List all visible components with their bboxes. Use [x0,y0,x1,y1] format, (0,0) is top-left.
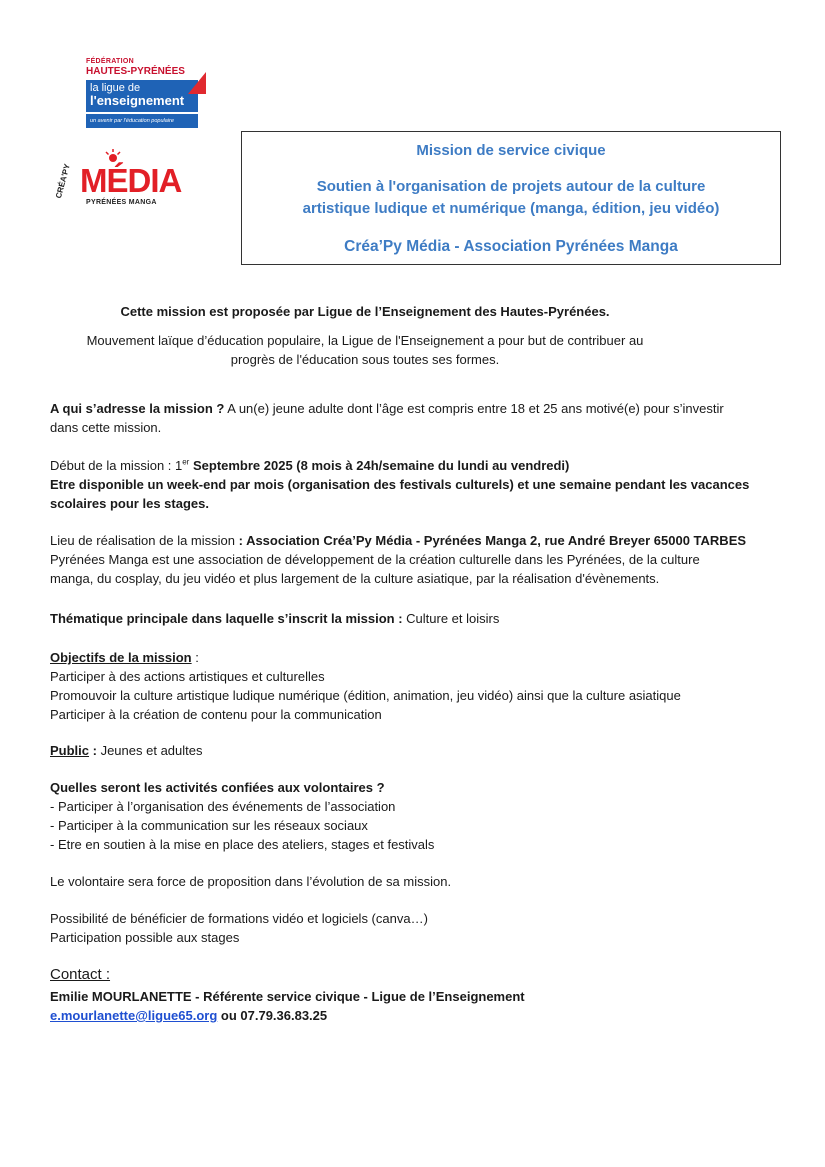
start-date: Septembre 2025 (8 mois à 24h/semaine du lundi au vendredi) [189,458,570,473]
public-paragraph [50,741,778,760]
activities-section [50,778,778,854]
activity-item: - Participer à la communication sur les réseaux sociaux [50,818,368,833]
trainings-line2: Participation possible aux stages [50,930,240,945]
proposed-by: Cette mission est proposée par Ligue de l’Enseignement des Hautes-Pyrénées. [120,304,610,319]
location-value: : Association Créa’Py Média - Pyrénées Manga 2, rue André Breyer 65000 TARBES [238,533,747,548]
contact-person: Emilie MOURLANETTE - Référente service civique - Ligue de l’Enseignement [50,989,525,1004]
logo-crea-vertical: CRÉA'PY [54,162,72,200]
objective-item: Participer à la création de contenu pour la communication [50,707,382,722]
public-value: Jeunes et adultes [96,743,203,758]
logo-ligue-line2: l'enseignement [90,93,185,108]
movement-line1: Mouvement laïque d’éducation populaire, la Ligue de l'Enseignement a pour but de contribuer au [86,333,644,348]
theme-paragraph [50,609,778,628]
contact-phone: ou 07.79.36.83.25 [217,1008,328,1023]
mission-subtitle-line1: Soutien à l'organisation de projets autour de la culture [316,178,706,195]
theme-label: Thématique principale dans laquelle s’inscrit la mission : [50,611,407,626]
trainings-paragraph [50,909,778,947]
activities-label: Quelles seront les activités confiées aux volontaires ? [50,780,385,795]
logo-ligue-box [86,80,198,112]
mission-header-box [241,131,781,265]
logo-media-sub: PYRÉNÉES MANGA [86,199,157,206]
spark-icon [104,149,122,163]
contact-email-link[interactable]: e.mourlanette@ligue65.org [50,1008,218,1023]
availability-line2: scolaires pour les stages. [50,496,209,511]
availability-line1: Etre disponible un week-end par mois (organisation des festivals culturels) et une semaine pendant les vacances [50,477,750,492]
trainings-line1: Possibilité de bénéficier de formations vidéo et logiciels (canva…) [50,911,428,926]
activity-item: - Etre en soutien à la mise en place des ateliers, stages et festivals [50,837,435,852]
location-desc-line1: Pyrénées Manga est une association de développement de la création culturelle dans les Pyrénées, de la culture [50,552,700,567]
logo-tagline: un avenir par l'éducation populaire [86,114,198,128]
force-paragraph: Le volontaire sera force de proposition dans l’évolution de sa mission. [50,874,452,889]
logo-ligue-line1: la ligue de [90,82,141,94]
location-paragraph [50,531,778,588]
mission-title: Mission de service civique [416,142,606,159]
contact-label: Contact : [50,966,111,983]
crea-media-logo [52,145,192,207]
audience-paragraph [50,399,778,437]
logo-region-label: HAUTES-PYRÉNÉES [86,66,185,77]
audience-text: A un(e) jeune adulte dont l’âge est compris entre 18 et 25 ans motivé(e) pour s’investir [224,401,724,416]
mission-subtitle [242,176,780,220]
audience-text-2: dans cette mission. [50,420,162,435]
location-label: Lieu de réalisation de la mission [50,533,239,548]
theme-value: Culture et loisirs [406,611,500,626]
public-label: Public [50,743,90,758]
objectives-section [50,648,778,724]
objectives-colon: : [191,650,199,665]
public-colon: : [89,743,97,758]
objective-item: Participer à des actions artistiques et culturelles [50,669,325,684]
logo-federation-label: FÉDÉRATION [86,58,134,65]
movement-line2: progrès de l'éducation sous toutes ses formes. [230,352,500,367]
start-label: Début de la mission : 1 [50,458,183,473]
location-desc-line2: manga, du cosplay, du jeu vidéo et plus largement de la culture asiatique, par la réalisation d'évènements. [50,571,660,586]
mission-subtitle-line2: artistique ludique et numérique (manga, édition, jeu vidéo) [302,200,720,217]
flag-icon [188,72,206,94]
objective-item: Promouvoir la culture artistique ludique numérique (édition, animation, jeu vidéo) ainsi que la culture asiatique [50,688,681,703]
logo-media-text: MÉDIA [80,162,182,199]
contact-section [50,987,778,1025]
objectives-label: Objectifs de la mission [50,650,192,665]
activity-item: - Participer à l’organisation des événements de l’association [50,799,396,814]
start-paragraph [50,456,778,513]
federation-logo [86,58,206,128]
mission-association: Créa’Py Média - Association Pyrénées Manga [344,238,678,255]
start-sup: er [182,457,190,467]
audience-label: A qui s’adresse la mission ? [50,401,225,416]
